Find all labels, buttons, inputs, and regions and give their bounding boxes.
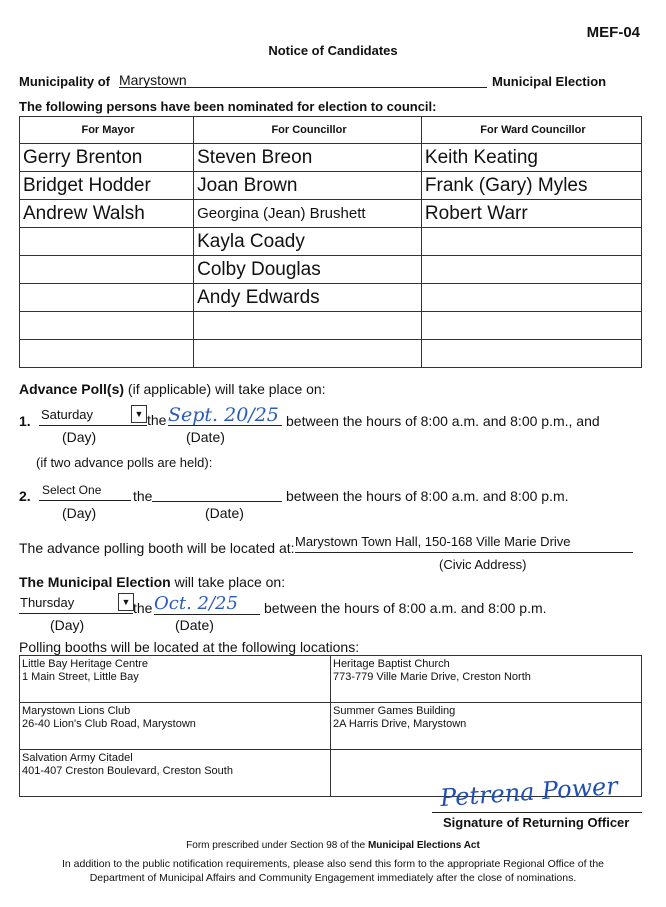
poll2-the: the [133,488,153,504]
councillor-candidate[interactable]: Colby Douglas [194,256,422,284]
election-date-field[interactable]: Oct. 2/25 [154,593,260,615]
election-hours: between the hours of 8:00 a.m. and 8:00 p.m. [264,600,547,616]
advance-booth-address-field[interactable]: Marystown Town Hall, 150-168 Ville Marie Drive [295,534,633,553]
prescribed-note: Form prescribed under Section 98 of the Municipal Elections Act [186,840,480,851]
location-cell[interactable]: Summer Games Building 2A Harris Drive, Marystown [331,703,642,750]
poll2-date-label: (Date) [205,505,244,521]
advance-booth-text: The advance polling booth will be located at: [19,540,295,556]
table-row [20,312,642,340]
two-polls-note: (if two advance polls are held): [36,455,213,470]
location-cell[interactable]: Marystown Lions Club 26-40 Lion's Club Road, Marystown [20,703,331,750]
signature-line [432,812,642,813]
table-row [20,703,642,750]
poll2-date-field[interactable] [152,483,282,502]
candidates-header-row [20,117,642,144]
poll2-day-label: (Day) [62,505,97,521]
election-day-select[interactable]: Thursday ▼ [19,593,133,614]
poll1-hours: between the hours of 8:00 a.m. and 8:00 p.m., and [286,413,600,429]
municipality-prefix: Municipality of [19,74,110,89]
table-row [20,200,642,228]
mayor-candidate[interactable]: Bridget Hodder [20,172,194,200]
advance-poll-heading: Advance Poll(s) (if applicable) will take place on: [19,381,326,397]
chevron-down-icon[interactable]: ▼ [118,593,134,611]
ward-councillor-candidate[interactable]: Robert Warr [421,200,641,228]
table-row [20,228,642,256]
nominated-heading: The following persons have been nominated for election to council: [19,99,437,114]
civic-address-label: (Civic Address) [439,557,527,572]
councillor-candidate[interactable]: Andy Edwards [194,284,422,312]
councillor-candidate[interactable] [194,312,422,340]
poll1-day-label: (Day) [62,429,97,445]
election-date-label: (Date) [175,617,214,633]
poll1-the: the [147,412,167,428]
councillor-candidate[interactable]: Kayla Coady [194,228,422,256]
ward-councillor-candidate[interactable] [421,284,641,312]
handwritten-signature: Petrena Power [439,771,619,813]
poll1-date-label: (Date) [186,429,225,445]
chevron-down-icon[interactable]: ▼ [131,405,147,423]
poll1-number: 1. [19,413,31,429]
table-row [20,256,642,284]
mayor-candidate[interactable]: Gerry Brenton [20,144,194,172]
location-cell[interactable]: Heritage Baptist Church 773-779 Ville Marie Drive, Creston North [331,656,642,703]
footer-note: In addition to the public notification requirements, please also send this form to the appropriate Regional Office of the Department of Municipal Affairs and Community Engagement immediately after the close of nominations. [61,858,605,884]
header-councillor: For Councillor [194,117,422,144]
table-row [20,284,642,312]
poll2-hours: between the hours of 8:00 a.m. and 8:00 p.m. [286,488,569,504]
ward-councillor-candidate[interactable] [421,228,641,256]
signature-label: Signature of Returning Officer [443,815,630,830]
municipality-suffix: Municipal Election [492,74,607,89]
mayor-candidate[interactable] [20,312,194,340]
ward-councillor-candidate[interactable]: Keith Keating [421,144,641,172]
councillor-candidate[interactable]: Georgina (Jean) Brushett [194,200,422,228]
ward-councillor-candidate[interactable] [421,256,641,284]
form-code: MEF-04 [586,24,640,41]
mayor-candidate[interactable] [20,340,194,368]
councillor-candidate[interactable] [194,340,422,368]
location-cell[interactable]: Little Bay Heritage Centre 1 Main Street, Little Bay [20,656,331,703]
poll1-day-select[interactable]: Saturday ▼ [39,405,147,426]
poll2-number: 2. [19,488,31,504]
poll1-date-field[interactable]: Sept. 20/25 [168,404,282,426]
councillor-candidate[interactable]: Joan Brown [194,172,422,200]
mayor-candidate[interactable]: Andrew Walsh [20,200,194,228]
municipality-line [19,72,642,92]
candidates-table [19,116,642,368]
ward-councillor-candidate[interactable]: Frank (Gary) Myles [421,172,641,200]
table-row [20,656,642,703]
table-row [20,144,642,172]
polling-booths-heading: Polling booths will be located at the following locations: [19,639,360,655]
mayor-candidate[interactable] [20,256,194,284]
mayor-candidate[interactable] [20,284,194,312]
page-title: Notice of Candidates [268,43,398,58]
mayor-candidate[interactable] [20,228,194,256]
municipality-name-field[interactable]: Marystown [119,72,487,88]
location-cell[interactable]: Salvation Army Citadel 401-407 Creston Boulevard, Creston South [20,750,331,797]
ward-councillor-candidate[interactable] [421,312,641,340]
header-mayor: For Mayor [20,117,194,144]
ward-councillor-candidate[interactable] [421,340,641,368]
councillor-candidate[interactable]: Steven Breon [194,144,422,172]
header-ward-councillor: For Ward Councillor [421,117,641,144]
poll2-day-select[interactable]: Select One [39,482,131,501]
election-heading: The Municipal Election will take place on: [19,574,286,590]
table-row [20,172,642,200]
election-day-label: (Day) [50,617,85,633]
election-the: the [133,600,153,616]
table-row [20,340,642,368]
